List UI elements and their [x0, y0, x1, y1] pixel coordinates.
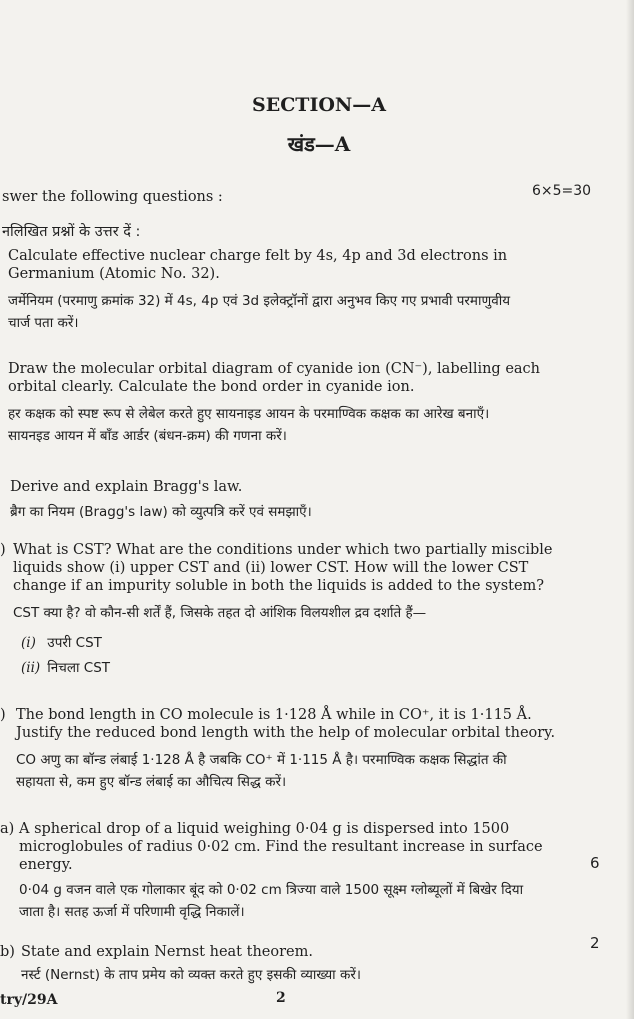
- question-text-english: What is CST? What are the conditions under which two partially miscible liquids show (i) upper CST and (ii) lower CST. How will the lower CST change if an impurity soluble in both the liquids is added to the system?: [13, 542, 553, 595]
- question-text-english: A spherical drop of a liquid weighing 0·04 g is dispersed into 1500 microglobules of radius 0·02 cm. Find the resultant increase in surface energy.: [19, 821, 543, 874]
- sub-item: [21, 635, 575, 652]
- paper-code: try/29A: [0, 992, 58, 1008]
- question-item: [8, 247, 568, 334]
- sub-item-number: (ii): [21, 659, 41, 676]
- question-text-hindi: 0·04 g वजन वाले एक गोलाकार बूंद को 0·02 cm त्रिज्या वाले 1500 सूक्ष्म ग्लोब्यूलों में बिखेर दिया जाता है। सतह ऊर्जा में परिणामी वृद्धि निकालें।: [19, 882, 524, 920]
- question-text-english: Derive and explain Bragg's law.: [10, 479, 243, 495]
- question-item: [10, 478, 570, 524]
- question-item: [0, 820, 575, 924]
- question-text-english: Draw the molecular orbital diagram of cyanide ion (CN⁻), labelling each orbital clearly. Calculate the bond order in cyanide ion.: [8, 361, 541, 396]
- question-text-hindi: ब्रैग का नियम (Bragg's law) को व्युत्पत्रि करें एवं समझाएँ।: [10, 504, 312, 521]
- sub-item: [21, 660, 575, 677]
- question-item: [0, 943, 575, 987]
- question-text-english: The bond length in CO molecule is 1·128 Å while in CO⁺, it is 1·115 Å. Justify the reduced bond length with the help of molecular orbital theory.: [16, 707, 556, 742]
- instruction-hindi: नलिखित प्रश्नों के उत्तर दें :: [2, 224, 141, 240]
- question-label: a): [0, 821, 15, 837]
- question-text-english: State and explain Nernst heat theorem.: [21, 944, 313, 960]
- question-text-hindi: नर्स्ट (Nernst) के ताप प्रमेय को व्यक्त करते हुए इसकी व्याख्या करें।: [21, 967, 361, 984]
- question-text-hindi: CST क्या है? वो कौन-सी शर्तें हैं, जिसके तहत दो आंशिक विलयशील द्रव दर्शाते हैं—: [13, 605, 427, 622]
- question-label: b): [0, 944, 15, 960]
- page-number: 2: [276, 990, 286, 1006]
- total-marks: 6×5=30: [532, 183, 592, 199]
- question-text-hindi: हर कक्षक को स्पष्ट रूप से लेबेल करते हुए सायनाइड आयन के परमाण्विक कक्षक का आरेख बनाएँ। सायनइड आयन में बॉंड आर्डर (बंधन-क्रम) की गणना करें।: [8, 406, 490, 444]
- question-item: [0, 541, 575, 677]
- sub-item-text: निचला CST: [47, 659, 111, 676]
- question-item: [0, 706, 575, 793]
- instruction-english: swer the following questions :: [2, 189, 223, 205]
- question-label: ): [0, 707, 6, 723]
- question-marks: 6: [590, 854, 600, 872]
- question-label: ): [0, 542, 6, 558]
- question-item: [8, 360, 568, 447]
- sub-item-text: उपरी CST: [47, 634, 102, 651]
- section-title-hindi: खंड—A: [287, 132, 351, 156]
- question-text-hindi: CO अणु का बॉन्ड लंबाई 1·128 Å है जबकि CO⁺ में 1·115 Å है। परमाण्विक कक्षक सिद्धांत की सहायता से, कम हुए बॉन्ड लंबाई का औचित्य सिद्ध करें।: [16, 752, 507, 790]
- section-title: SECTION—A: [251, 94, 386, 116]
- sub-item-number: (i): [21, 634, 36, 651]
- question-text-english: Calculate effective nuclear charge felt by 4s, 4p and 3d electrons in Germanium (Atomic No. 32).: [8, 248, 508, 283]
- question-marks: 2: [590, 934, 600, 952]
- question-text-hindi: जर्मेनियम (परमाणु क्रमांक 32) में 4s, 4p एवं 3d इलेक्ट्रॉनों द्वारा अनुभव किए गए प्रभावी परमाणुवीय चार्ज पता करें।: [8, 293, 511, 331]
